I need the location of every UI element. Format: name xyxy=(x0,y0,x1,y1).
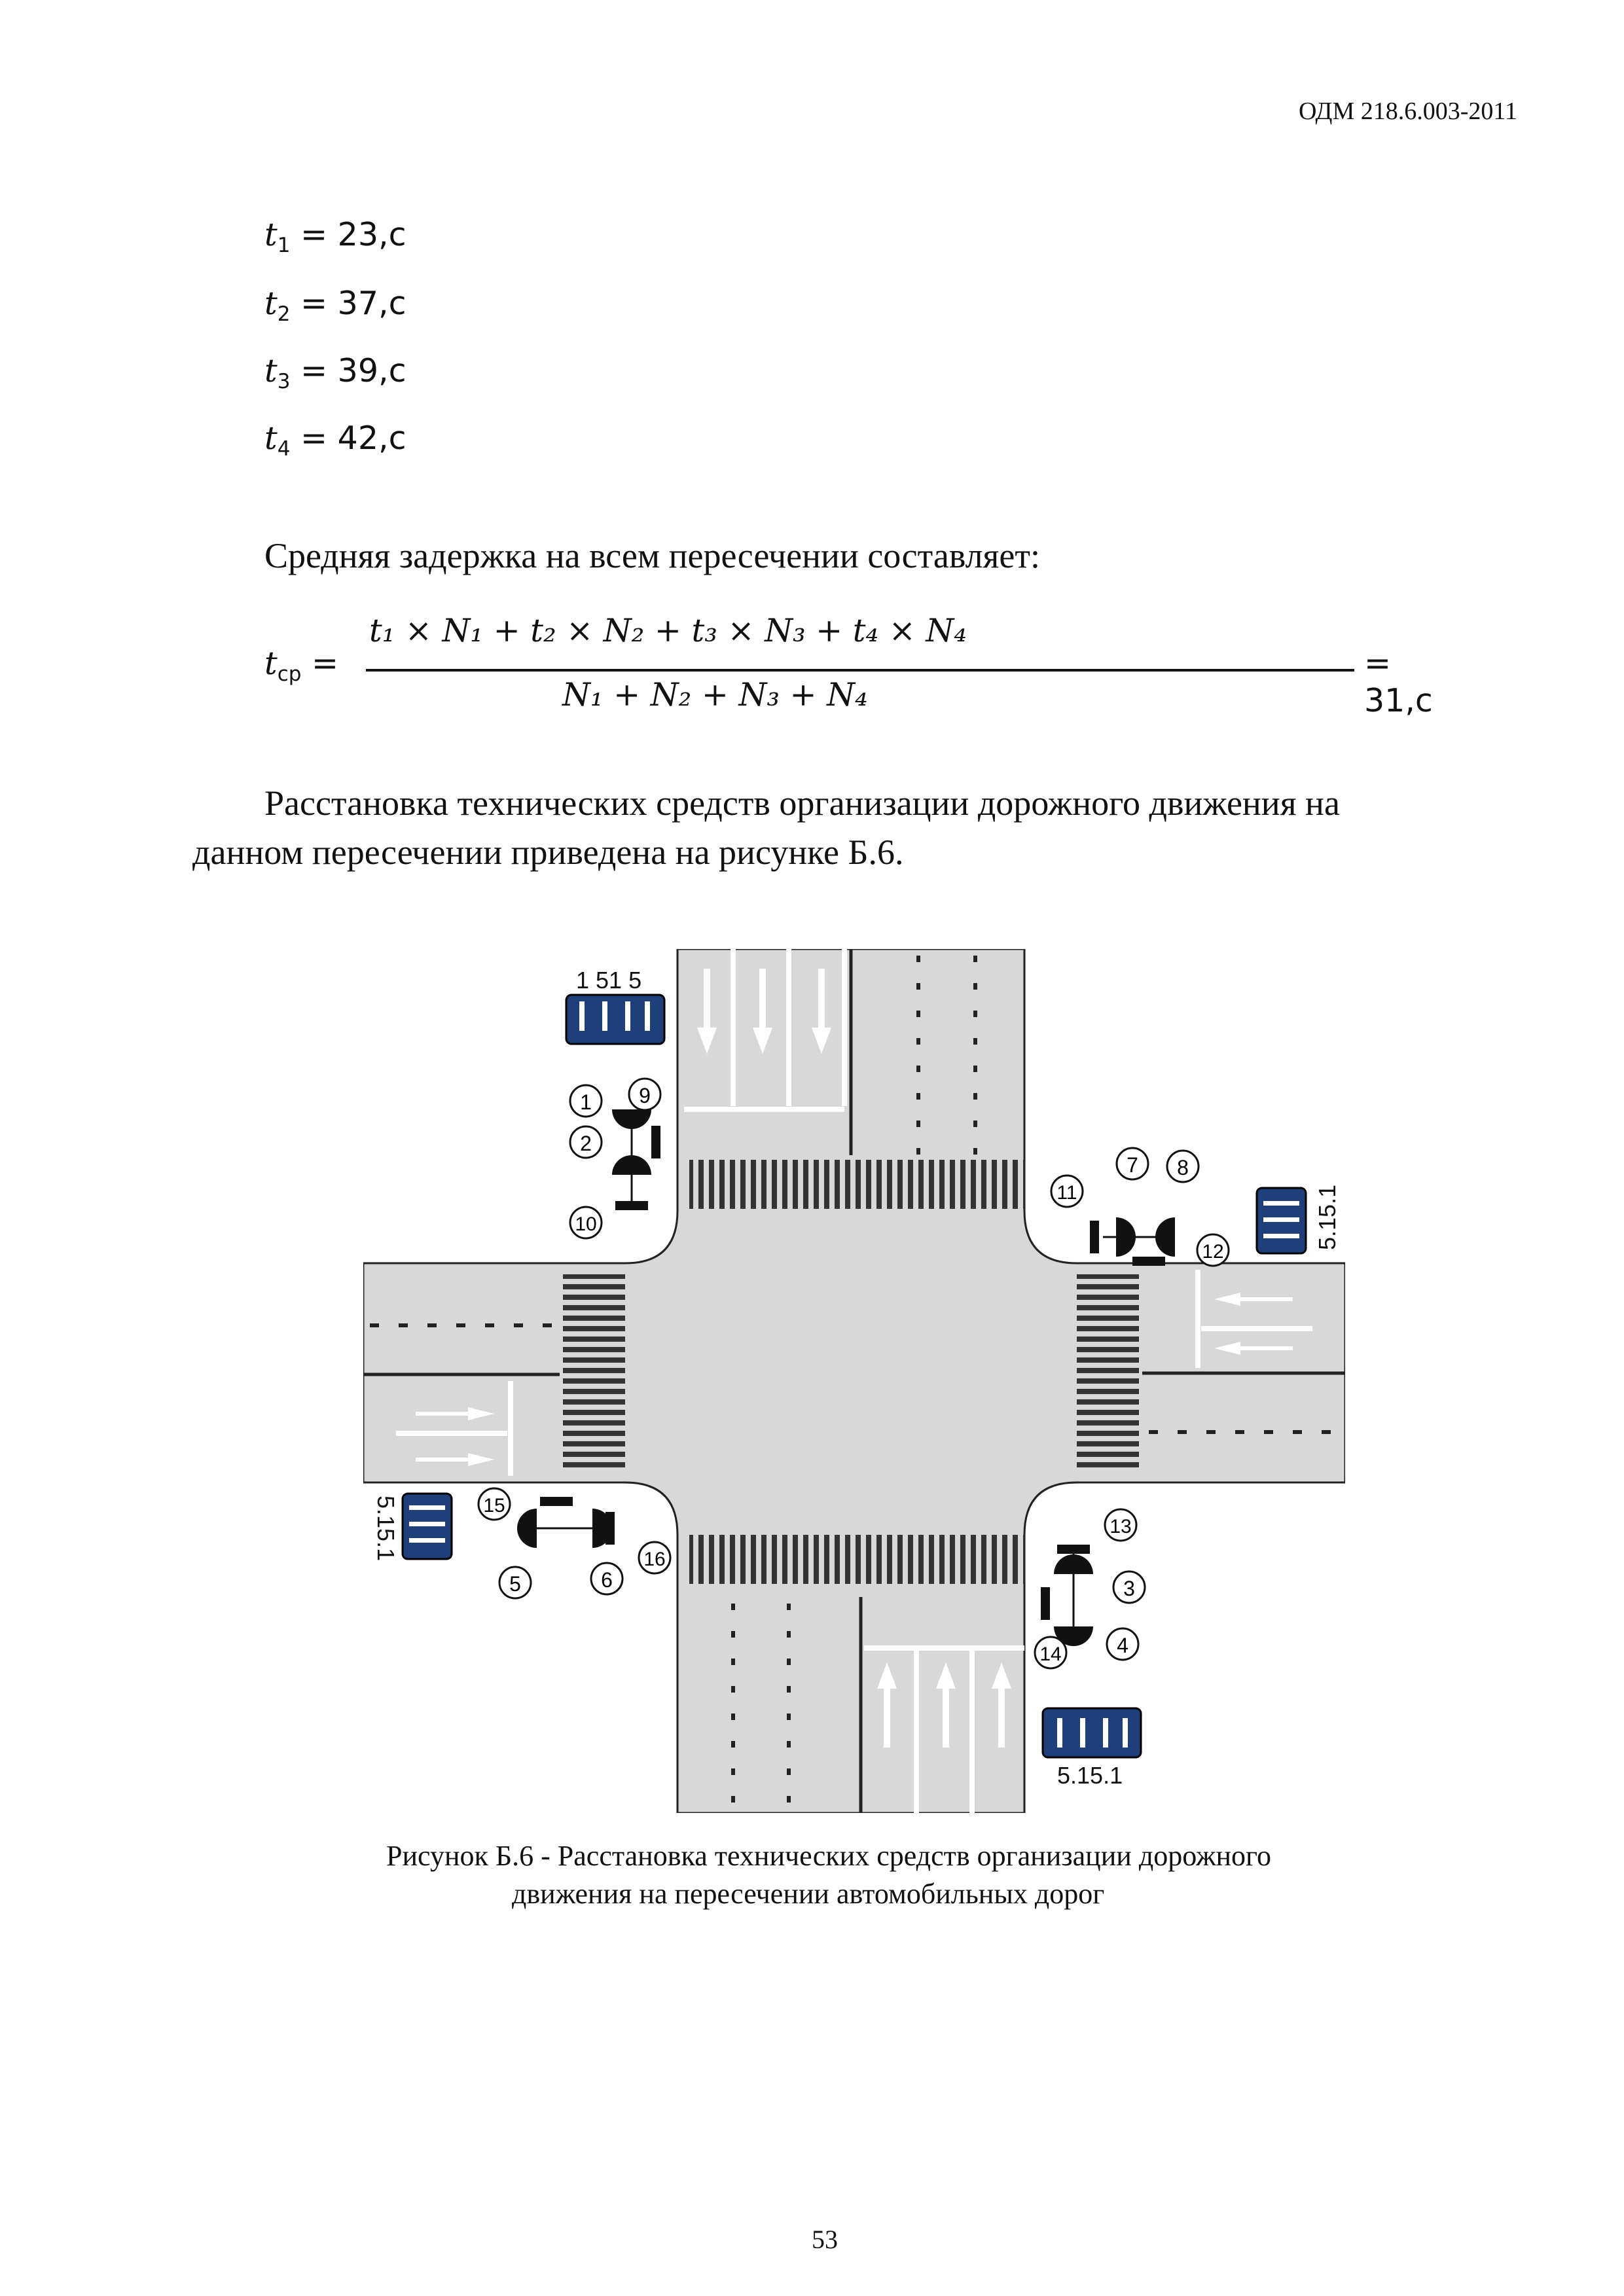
equation-t3: $t_3 = 39,с$ xyxy=(264,352,406,393)
marker-14 xyxy=(1035,1637,1066,1668)
equation-t4: $t_4 = 42,с$ xyxy=(264,420,406,461)
marker-15 xyxy=(478,1488,510,1520)
marker-2 xyxy=(570,1126,602,1158)
marker-7 xyxy=(1117,1148,1148,1179)
sign-5-15-1-right-icon xyxy=(1257,1188,1306,1253)
marker-8-label: 8 xyxy=(1177,1156,1189,1179)
marker-13 xyxy=(1105,1509,1136,1541)
crosswalk-west xyxy=(563,1274,625,1471)
marker-11-label: 11 xyxy=(1056,1182,1077,1204)
marker-12 xyxy=(1197,1234,1229,1266)
sign-label-left: 5.15.1 xyxy=(372,1496,399,1562)
intersection-diagram xyxy=(363,949,1345,1813)
marker-10 xyxy=(570,1207,602,1238)
crosswalk-south xyxy=(689,1535,1024,1584)
sign-label-top: 1 51 5 xyxy=(576,967,642,994)
formula-lhs: $t_{ср}$ = xyxy=(264,645,339,686)
marker-3 xyxy=(1113,1571,1145,1603)
document-code: ОДМ 218.6.003-2011 xyxy=(1298,98,1517,125)
traffic-devices-ne xyxy=(1090,1217,1175,1266)
formula-numerator: t₁ × N₁ + t₂ × N₂ + t₃ × N₃ + t₄ × N₄ xyxy=(369,612,967,649)
sign-5-15-1-bottom-icon xyxy=(1043,1708,1141,1757)
traffic-devices-nw xyxy=(612,1109,660,1210)
marker-9 xyxy=(629,1079,660,1110)
marker-3-label: 3 xyxy=(1123,1577,1135,1600)
figure-caption-line1: Рисунок Б.6 - Расстановка технических средств организации дорожного xyxy=(386,1840,1272,1872)
marker-10-label: 10 xyxy=(575,1213,597,1235)
sign-label-right: 5.15.1 xyxy=(1314,1184,1341,1250)
marker-16 xyxy=(639,1542,670,1573)
crosswalk-east xyxy=(1077,1274,1139,1471)
marker-5-label: 5 xyxy=(509,1572,521,1596)
marker-9-label: 9 xyxy=(639,1084,651,1107)
marker-16-label: 16 xyxy=(643,1549,666,1570)
traffic-devices-sw xyxy=(517,1497,615,1548)
formula-result: = 31,с xyxy=(1364,645,1433,719)
marker-6-label: 6 xyxy=(601,1568,613,1592)
figure-caption-line2: движения на пересечении автомобильных дорог xyxy=(512,1878,1105,1910)
marker-1-label: 1 xyxy=(580,1090,592,1114)
placement-text-line1: Расстановка технических средств организации дорожного движения на xyxy=(264,783,1340,823)
marker-15-label: 15 xyxy=(483,1495,505,1516)
equation-t1: $t_1 = 23,с$ xyxy=(264,216,406,257)
marker-7-label: 7 xyxy=(1127,1153,1138,1177)
marker-4-label: 4 xyxy=(1117,1634,1128,1657)
marker-1 xyxy=(570,1085,602,1117)
marker-5 xyxy=(499,1567,531,1598)
marker-13-label: 13 xyxy=(1110,1516,1132,1537)
sign-label-bottom: 5.15.1 xyxy=(1057,1762,1123,1789)
marker-8 xyxy=(1167,1151,1199,1182)
marker-12-label: 12 xyxy=(1202,1241,1224,1263)
sign-5-15-1-left-icon xyxy=(403,1494,452,1559)
average-delay-formula xyxy=(264,612,1433,723)
placement-text-line2: данном пересечении приведена на рисунке Б.6. xyxy=(192,833,904,872)
page-number: 53 xyxy=(812,2225,838,2254)
fraction-bar xyxy=(366,669,1354,672)
formula-denominator: N₁ + N₂ + N₃ + N₄ xyxy=(562,676,868,713)
marker-11 xyxy=(1051,1175,1083,1207)
marker-4 xyxy=(1107,1628,1138,1660)
traffic-devices-se xyxy=(1041,1545,1093,1646)
marker-14-label: 14 xyxy=(1039,1643,1062,1665)
crosswalk-north xyxy=(689,1160,1024,1209)
equation-t2: $t_2 = 37,с$ xyxy=(264,285,406,326)
marker-2-label: 2 xyxy=(580,1132,592,1155)
marker-6 xyxy=(591,1563,623,1594)
sign-5-15-1-top-icon xyxy=(566,995,664,1044)
avg-delay-intro: Средняя задержка на всем пересечении составляет: xyxy=(264,536,1040,575)
